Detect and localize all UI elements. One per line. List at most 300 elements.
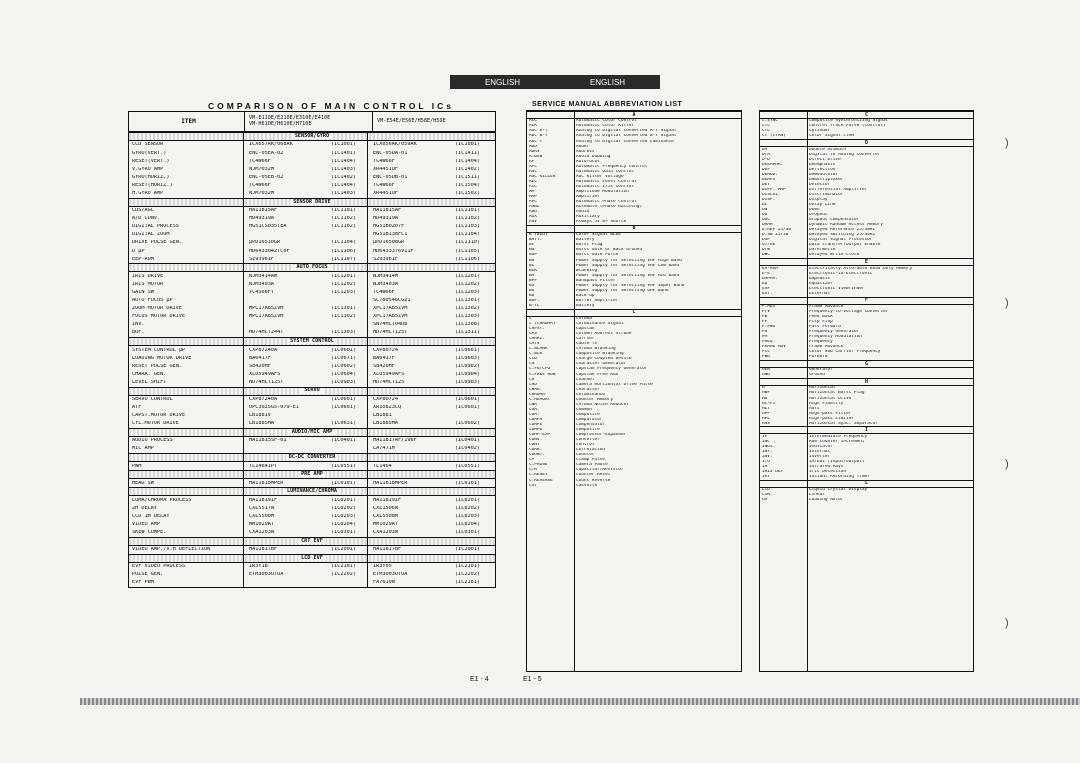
abbreviation: B-TL: [529, 303, 540, 308]
model-b-ic: CXA1203N: [373, 530, 398, 536]
abbreviation-row: [527, 200, 741, 205]
table-header: [129, 112, 495, 132]
abbreviation: ADD: [529, 144, 537, 149]
abbreviation-row: [760, 325, 973, 330]
abbreviation-meaning: Camera Horizontal Drive Pulse: [576, 382, 653, 387]
abbreviation-meaning: Demultiplexer: [809, 177, 844, 182]
model-a-ic: BA6417F: [249, 355, 271, 361]
abbreviation-row: [527, 273, 741, 278]
model-b-ic: HA11815AF: [373, 208, 402, 214]
abbreviation-row: [527, 205, 741, 210]
abbreviation: BLK: [529, 268, 537, 273]
abbreviation: BS: [529, 283, 535, 288]
abbreviation-meaning: Automatic Gain Control: [576, 169, 635, 174]
model-a-ic: CXP87240A: [249, 347, 278, 353]
table-row: [129, 297, 495, 305]
abbreviation-meaning: Automatic Color Killer: [576, 124, 635, 129]
abbreviation-row: [527, 408, 741, 413]
abbreviation-row: [527, 129, 741, 134]
abbreviation-row: [760, 286, 973, 291]
abbreviation-meaning: Auxiliary: [576, 215, 600, 220]
model-a-ic: NJM7032M: [249, 166, 274, 172]
abbreviation-meaning: Carrier: [576, 337, 595, 342]
abbreviation: AF: [529, 159, 535, 164]
table-row: [129, 462, 495, 470]
abbreviation: INT.: [762, 449, 773, 454]
abbreviation-meaning: Iris Detection: [809, 470, 847, 475]
abbreviation-row: [527, 372, 741, 377]
abbreviation-meaning: Blanking: [576, 268, 598, 273]
abbreviation-row: [527, 180, 741, 185]
abbreviation: C.BLANK: [529, 347, 548, 352]
abbreviation-meaning: Frame Advance: [809, 345, 844, 350]
abbreviation-meaning: Electrically Alterable Read Only Memory: [809, 266, 913, 271]
item-name: V.GYRO AMP: [132, 166, 164, 172]
abbreviation-row: [760, 198, 973, 203]
abbreviation-row: [527, 413, 741, 418]
abbreviation-meaning: Deemphasis: [809, 162, 836, 167]
abbreviation: CHD: [529, 382, 537, 387]
abbreviation-meaning: Autofocus: [576, 159, 600, 164]
abbreviation-meaning: Adder: [576, 144, 590, 149]
abbreviation-row: [527, 139, 741, 144]
abbreviation: HPL: [762, 416, 770, 421]
abbreviation: DOC: [762, 218, 770, 223]
model-a-ref: (IC1104): [331, 240, 356, 246]
model-a-ref: (IC1404): [331, 158, 356, 164]
abbreviation-meaning: High-pass Limiter: [809, 416, 854, 421]
abbreviation-meaning: Burst Flag: [576, 243, 603, 248]
abbreviation-meaning: High Fidelity: [809, 401, 844, 406]
model-b-ref: (IC0551): [455, 463, 480, 469]
table-row: [129, 563, 495, 571]
item-name: MIC AMP: [132, 446, 154, 452]
abbreviation-meaning: Detector: [809, 182, 831, 187]
abbreviation: BGP: [529, 253, 537, 258]
abbreviation-row: [527, 190, 741, 195]
model-b-ref: (IC2001): [455, 547, 480, 553]
table-row: [129, 190, 495, 198]
model-b-ref: (IC0101): [455, 480, 480, 486]
model-b-ic: LB1881: [373, 413, 392, 419]
table-row: [129, 412, 495, 420]
abbreviation-row: [760, 124, 973, 129]
section-header: [129, 470, 495, 479]
abbreviation-meaning: Chrominance: [576, 392, 606, 397]
model-a-ic: TC4W66F: [249, 182, 271, 188]
model-b-ic: MM1029AT: [373, 522, 398, 527]
section-header: [129, 537, 495, 546]
model-b-ic: HD6433376V11F: [373, 248, 414, 254]
abbreviation-meaning: Electronic Viewfinder: [809, 286, 865, 291]
abbreviation-row: [760, 213, 973, 218]
abbreviation: COMP-EXP: [529, 433, 551, 438]
abbreviation-meaning: Chroma Noise Reducer: [576, 402, 629, 407]
abbreviation-row: [760, 434, 973, 439]
abbreviation-meaning: Delay Line: [809, 203, 836, 208]
model-b-ref: (IC1502): [455, 191, 480, 196]
abbreviation: D.REF 25/30: [762, 228, 792, 233]
abbreviation-meaning: Frequency Modulation: [809, 335, 862, 340]
table-row: [129, 329, 495, 337]
abbreviation-row: [760, 396, 973, 401]
abbreviation-meaning: Address: [576, 149, 595, 154]
abbreviation-meaning: Delayed Switching 25/30Hz: [809, 233, 876, 238]
table-row: [129, 504, 495, 512]
model-a-ic: NJM3403A: [249, 281, 274, 287]
model-b-ref: (IC1303): [455, 314, 480, 320]
item-name: CDS/AGC: [132, 208, 154, 214]
model-b-ref: (IC0203): [455, 513, 480, 519]
abbreviation-list-left: [526, 110, 742, 672]
abbreviation: ADRS: [529, 149, 540, 154]
abbreviation-row: [760, 368, 973, 373]
abbreviation: LIN.: [762, 493, 773, 498]
abbreviation-row: [527, 423, 741, 428]
abbreviation-row: [527, 458, 741, 463]
model-b-ref: (IC0201): [455, 497, 480, 503]
abbreviation-row: [527, 238, 741, 243]
model-a-ref: (IC0301): [331, 530, 356, 536]
abbreviation-meaning: Row Counter Increment: [809, 439, 865, 444]
abbreviation-meaning: Audio Dubbing: [576, 154, 611, 159]
abbreviation-row: [527, 453, 741, 458]
abbreviation-meaning: Deflection: [809, 167, 836, 172]
abbreviation-meaning: Camera Pause: [576, 463, 608, 468]
model-b-ic: S29396IF: [373, 256, 398, 262]
abbreviation-row: [527, 367, 741, 372]
comparison-title: COMPARISON OF MAIN CONTROL ICs: [208, 101, 454, 111]
model-b-ic: TC4W66F: [373, 182, 395, 188]
abbreviation: CP: [529, 458, 535, 463]
item-name: CAPST.MOTOR DRIVE: [132, 413, 186, 419]
abbreviation: Hi-Fi: [762, 401, 776, 406]
table-row: [129, 289, 495, 297]
column-divider: [807, 111, 808, 671]
letter-heading: H: [760, 378, 973, 386]
item-name: ZOOM MOTOR DRIVE: [132, 306, 182, 312]
abbreviation-list-right: [759, 110, 974, 672]
item-name: SKEW COMPE.: [132, 530, 167, 536]
abbreviation-meaning: Audio: [576, 210, 590, 215]
abbreviation: HLT: [762, 406, 770, 411]
model-a-ic: TL1464IPT: [249, 463, 278, 469]
abbreviation-row: [760, 157, 973, 162]
abbreviation: AFC: [529, 164, 537, 169]
table-row: [129, 173, 495, 181]
abbreviation: C.RESET: [529, 473, 548, 478]
model-a-ref: (IC1403): [331, 191, 356, 196]
model-b-ic: S8420HF: [373, 363, 395, 369]
abbreviation: CORR.: [529, 448, 543, 453]
section-header: [129, 387, 495, 396]
abbreviation-row: [760, 445, 973, 450]
model-a-ic: NJM7032M: [249, 191, 274, 196]
model-b-ic: CXP80724: [373, 396, 398, 402]
abbreviation-meaning: Demodulator: [809, 172, 839, 177]
abbreviation: ACC: [529, 119, 537, 124]
model-a-ic: HD74HCT244T: [249, 330, 284, 336]
abbreviation: ADC R-Y: [529, 129, 548, 134]
abbreviation: BG: [529, 248, 535, 253]
abbreviation-row: [527, 299, 741, 304]
model-b-ic: LB1885MA: [373, 421, 398, 427]
abbreviation: DISCRI.: [762, 192, 781, 197]
abbreviation-meaning: Always 5V B+ Source: [576, 220, 627, 225]
page-number-right: E1 - 5: [523, 676, 542, 683]
abbreviation-meaning: Emphasis: [809, 276, 831, 281]
abbreviation-meaning: Capstan Free Run: [576, 372, 619, 377]
model-b-ic: CXL1506N: [373, 505, 398, 511]
model-a-ic: MM1029AT: [249, 522, 274, 527]
abbreviation: D/A: [762, 152, 770, 157]
abbreviation: BU: [529, 293, 535, 298]
table-row: [129, 223, 495, 231]
abbreviation-meaning: Cylinder: [809, 129, 831, 134]
abbreviation-row: [760, 450, 973, 455]
item-name: GAIN SW: [132, 289, 154, 295]
section-title: DC-DC CONVERTER: [286, 455, 339, 460]
abbreviation: AGC KILLER: [529, 174, 556, 179]
abbreviation: DEEMPHA.: [762, 162, 784, 167]
model-b-ref: (IC1001): [455, 142, 480, 148]
table-row: [129, 231, 495, 239]
abbreviation-row: [760, 475, 973, 480]
abbreviation-meaning: Converter: [576, 438, 600, 443]
abbreviation-meaning: Ground: [809, 373, 825, 378]
abbreviation: BUF.: [529, 298, 540, 303]
model-a-ref: (IC1403): [331, 166, 356, 172]
model-b-ref: (IC1311): [455, 330, 480, 336]
abbreviation: C.MEMORY: [529, 397, 551, 402]
model-b-ic: SN74HCT04DB: [373, 322, 408, 328]
abbreviation-meaning: Power Supply for Selecting VHF High Band: [576, 258, 682, 263]
abbreviation: DA: [762, 147, 768, 152]
abbreviation: FWD: [762, 355, 770, 360]
abbreviation-row: [527, 337, 741, 342]
model-b-ref: (IC1302): [455, 306, 480, 312]
item-name: INV.: [132, 322, 145, 328]
section-title: SENSOR/GYRO: [292, 134, 332, 139]
section-header: [129, 337, 495, 346]
abbreviation: BATT.: [529, 238, 543, 243]
table-row: [129, 346, 495, 354]
abbreviation-row: [527, 463, 741, 468]
abbreviation: LM: [762, 498, 768, 503]
table-row: [129, 141, 495, 149]
abbreviation-meaning: High-pass Filter: [809, 411, 852, 416]
abbreviation-row: [760, 203, 973, 208]
model-a-ref: (IC0671): [331, 355, 356, 361]
abbreviation-meaning: Feed Back: [809, 314, 833, 319]
model-a-ic: MPC17A85ZVM: [249, 306, 284, 312]
model-b-ic: SC780546CG21: [373, 298, 411, 304]
abbreviation: F.ADV: [762, 304, 776, 309]
abbreviation-meaning: Composite: [576, 412, 600, 417]
abbreviation: D.SW 25/30: [762, 233, 789, 238]
abbreviation-meaning: Analog to Digital Converted B-Y Signal: [576, 134, 677, 139]
abbreviation-meaning: Capstan: [576, 327, 595, 332]
abbreviation-row: [527, 195, 741, 200]
model-b-ic: NJM3403A: [373, 281, 398, 287]
abbreviation-meaning: Direct Drive: [809, 157, 841, 162]
abbreviation: ADC Y: [529, 139, 543, 144]
abbreviation-meaning: Horizontal Drive: [809, 396, 852, 401]
abbreviation-meaning: Liquid Crystal Display: [809, 488, 868, 493]
abbreviation-row: [760, 167, 973, 172]
model-b-ic: HA11818MPER: [373, 480, 408, 486]
abbreviation-meaning: Character: [576, 387, 600, 392]
abbreviation-row: [760, 193, 973, 198]
abbreviation-meaning: Correlation: [576, 448, 606, 453]
model-b-ic: HD49319A: [373, 216, 398, 222]
page-number-left: E1 - 4: [470, 676, 489, 683]
abbreviation-meaning: Internal: [809, 449, 831, 454]
item-name: 2H DELAY: [132, 505, 157, 511]
item-name: PULSE GEN.: [132, 572, 164, 578]
model-b-ref: (IC1202): [455, 281, 480, 287]
letter-heading: A: [527, 111, 741, 119]
binding-mark: ): [1005, 617, 1009, 629]
table-row: [129, 354, 495, 362]
model-b-ic: NJM3414M: [373, 273, 398, 279]
abbreviation-meaning: Chrominance Signal: [576, 322, 624, 327]
abbreviation-row: [760, 421, 973, 426]
item-name: EVF VIDEO PROCESS: [132, 564, 186, 570]
abbreviation: DET: [762, 182, 770, 187]
abbreviation-meaning: Counter Reset: [576, 473, 611, 478]
abbreviation-meaning: Analog to Digital Converted R-Y Signal: [576, 129, 677, 134]
abbreviation-meaning: External: [809, 291, 831, 296]
abbreviation-row: [760, 460, 973, 465]
abbreviation-row: [527, 473, 741, 478]
abbreviation-row: [760, 276, 973, 281]
abbreviation: DN: [762, 208, 768, 213]
abbreviation: C/R: [529, 468, 537, 473]
binding-mark: ): [1005, 137, 1009, 149]
abbreviation-row: [527, 159, 741, 164]
abbreviation-meaning: Display: [809, 197, 828, 202]
model-b-ic: CXL5508M: [373, 513, 398, 519]
abbreviation: COM.: [529, 407, 540, 412]
abbreviation-row: [760, 218, 973, 223]
table-row: [129, 239, 495, 247]
abbreviation-row: [760, 188, 973, 193]
model-a-ic: HA11815SF-01: [249, 438, 287, 444]
abbreviation-row: [760, 320, 973, 325]
model-b-ic: HA11817BF: [373, 547, 402, 553]
model-a-ref: (IC1102): [331, 224, 356, 230]
abbreviation-meaning: Analog to Digital Converted Luminance: [576, 139, 674, 144]
section-header: [129, 487, 495, 496]
abbreviation: C: [529, 317, 532, 321]
abbreviation: HSS: [762, 421, 770, 426]
abbreviation-meaning: Indicator: [809, 444, 833, 449]
model-a-ic: HD6433042TC0F: [249, 248, 290, 254]
abbreviation-row: [760, 373, 973, 378]
abbreviation-meaning: Assemble (Phase Matching): [576, 205, 643, 210]
abbreviation-row: [527, 248, 741, 253]
abbreviation: AUD.: [529, 210, 540, 215]
item-name: GYRO(HORIZ.): [132, 174, 170, 180]
abbreviation: AM: [529, 189, 535, 194]
model-b-ref: (IC1402): [455, 166, 480, 172]
model-b-ic: XR4451OF: [373, 191, 398, 196]
abbreviation-meaning: Buffer Amplifier: [576, 298, 619, 303]
abbreviation-row: [760, 465, 973, 470]
abbreviation: ASBL: [529, 205, 540, 210]
abbreviation-row: [527, 258, 741, 263]
abbreviation-row: [527, 322, 741, 327]
abbreviation: COUNT.: [529, 453, 545, 458]
banner-left-label: ENGLISH: [484, 77, 521, 87]
abbreviation-meaning: Automatic Level Control: [576, 179, 637, 184]
abbreviation-row: [527, 154, 741, 159]
section-header: [129, 198, 495, 207]
abbreviation: B (BLU): [529, 233, 548, 238]
abbreviation-meaning: Power Supply for Selecting UHF Band: [576, 288, 669, 293]
abbreviation-row: [760, 223, 973, 228]
table-row: [129, 479, 495, 487]
model-b-ic: TL1464: [373, 463, 392, 469]
abbreviation-row: [760, 386, 973, 391]
item-name: CCD 1H DELAY: [132, 513, 170, 519]
abbreviation-row: [760, 134, 973, 139]
abbreviation: CATV: [529, 342, 540, 347]
abbreviation: EVF: [762, 286, 770, 291]
abbreviation-meaning: Battery: [576, 303, 595, 308]
model-a-ic: HA11819IF: [249, 497, 278, 503]
model-a-ic: S29396IF: [249, 256, 274, 262]
abbreviation: DIFF. AMP: [762, 187, 786, 192]
model-b-ref: (IC1101): [455, 208, 480, 214]
model-b-ic: TC4W66F: [373, 158, 395, 164]
model-b-ref: (IC0601): [455, 396, 480, 402]
model-a-ref: (IC1402): [331, 174, 356, 180]
abbreviation-row: [760, 335, 973, 340]
abbreviation-meaning: Counter: [576, 453, 595, 458]
letter-heading: D: [760, 139, 973, 147]
model-a-ref: (IC0903): [331, 379, 356, 385]
table-row: [129, 362, 495, 370]
abbreviation-meaning: Halt: [809, 406, 820, 411]
model-a-ic: TC4W66F: [249, 158, 271, 164]
abbreviation-title: SERVICE MANUAL ABBREVIATION LIST: [532, 101, 683, 108]
abbreviation: FG: [762, 330, 768, 335]
item-name: CCD SENSOR: [132, 142, 164, 148]
abbreviation-row: [760, 266, 973, 271]
model-a-ref: (IC1302): [331, 314, 356, 320]
section-header: [129, 554, 495, 563]
model-a-ic: CXA1203N: [249, 530, 274, 536]
letter-heading: C: [527, 309, 741, 317]
abbreviation-meaning: Counter Memory: [576, 397, 614, 402]
model-a-ref: (IC0551): [331, 463, 356, 469]
model-a-ref: (IC1001): [331, 142, 356, 148]
abbreviation-meaning: Data Transfer/Output Enable: [809, 243, 881, 248]
abbreviation: C.REVERSE: [529, 478, 553, 483]
abbreviation: D/W: [762, 248, 770, 253]
letter-heading: F: [760, 297, 973, 305]
abbreviation: FB: [762, 314, 768, 319]
model-b-ic: FA7610N: [373, 580, 395, 586]
model-b-ref: (IC0601): [455, 405, 480, 411]
model-a-ic: CXL5508M: [249, 513, 274, 519]
abbreviation-meaning: Discriminator: [809, 192, 844, 197]
abbreviation-row: [527, 438, 741, 443]
abbreviation: AUX: [529, 215, 537, 220]
letter-heading: G: [760, 360, 973, 368]
